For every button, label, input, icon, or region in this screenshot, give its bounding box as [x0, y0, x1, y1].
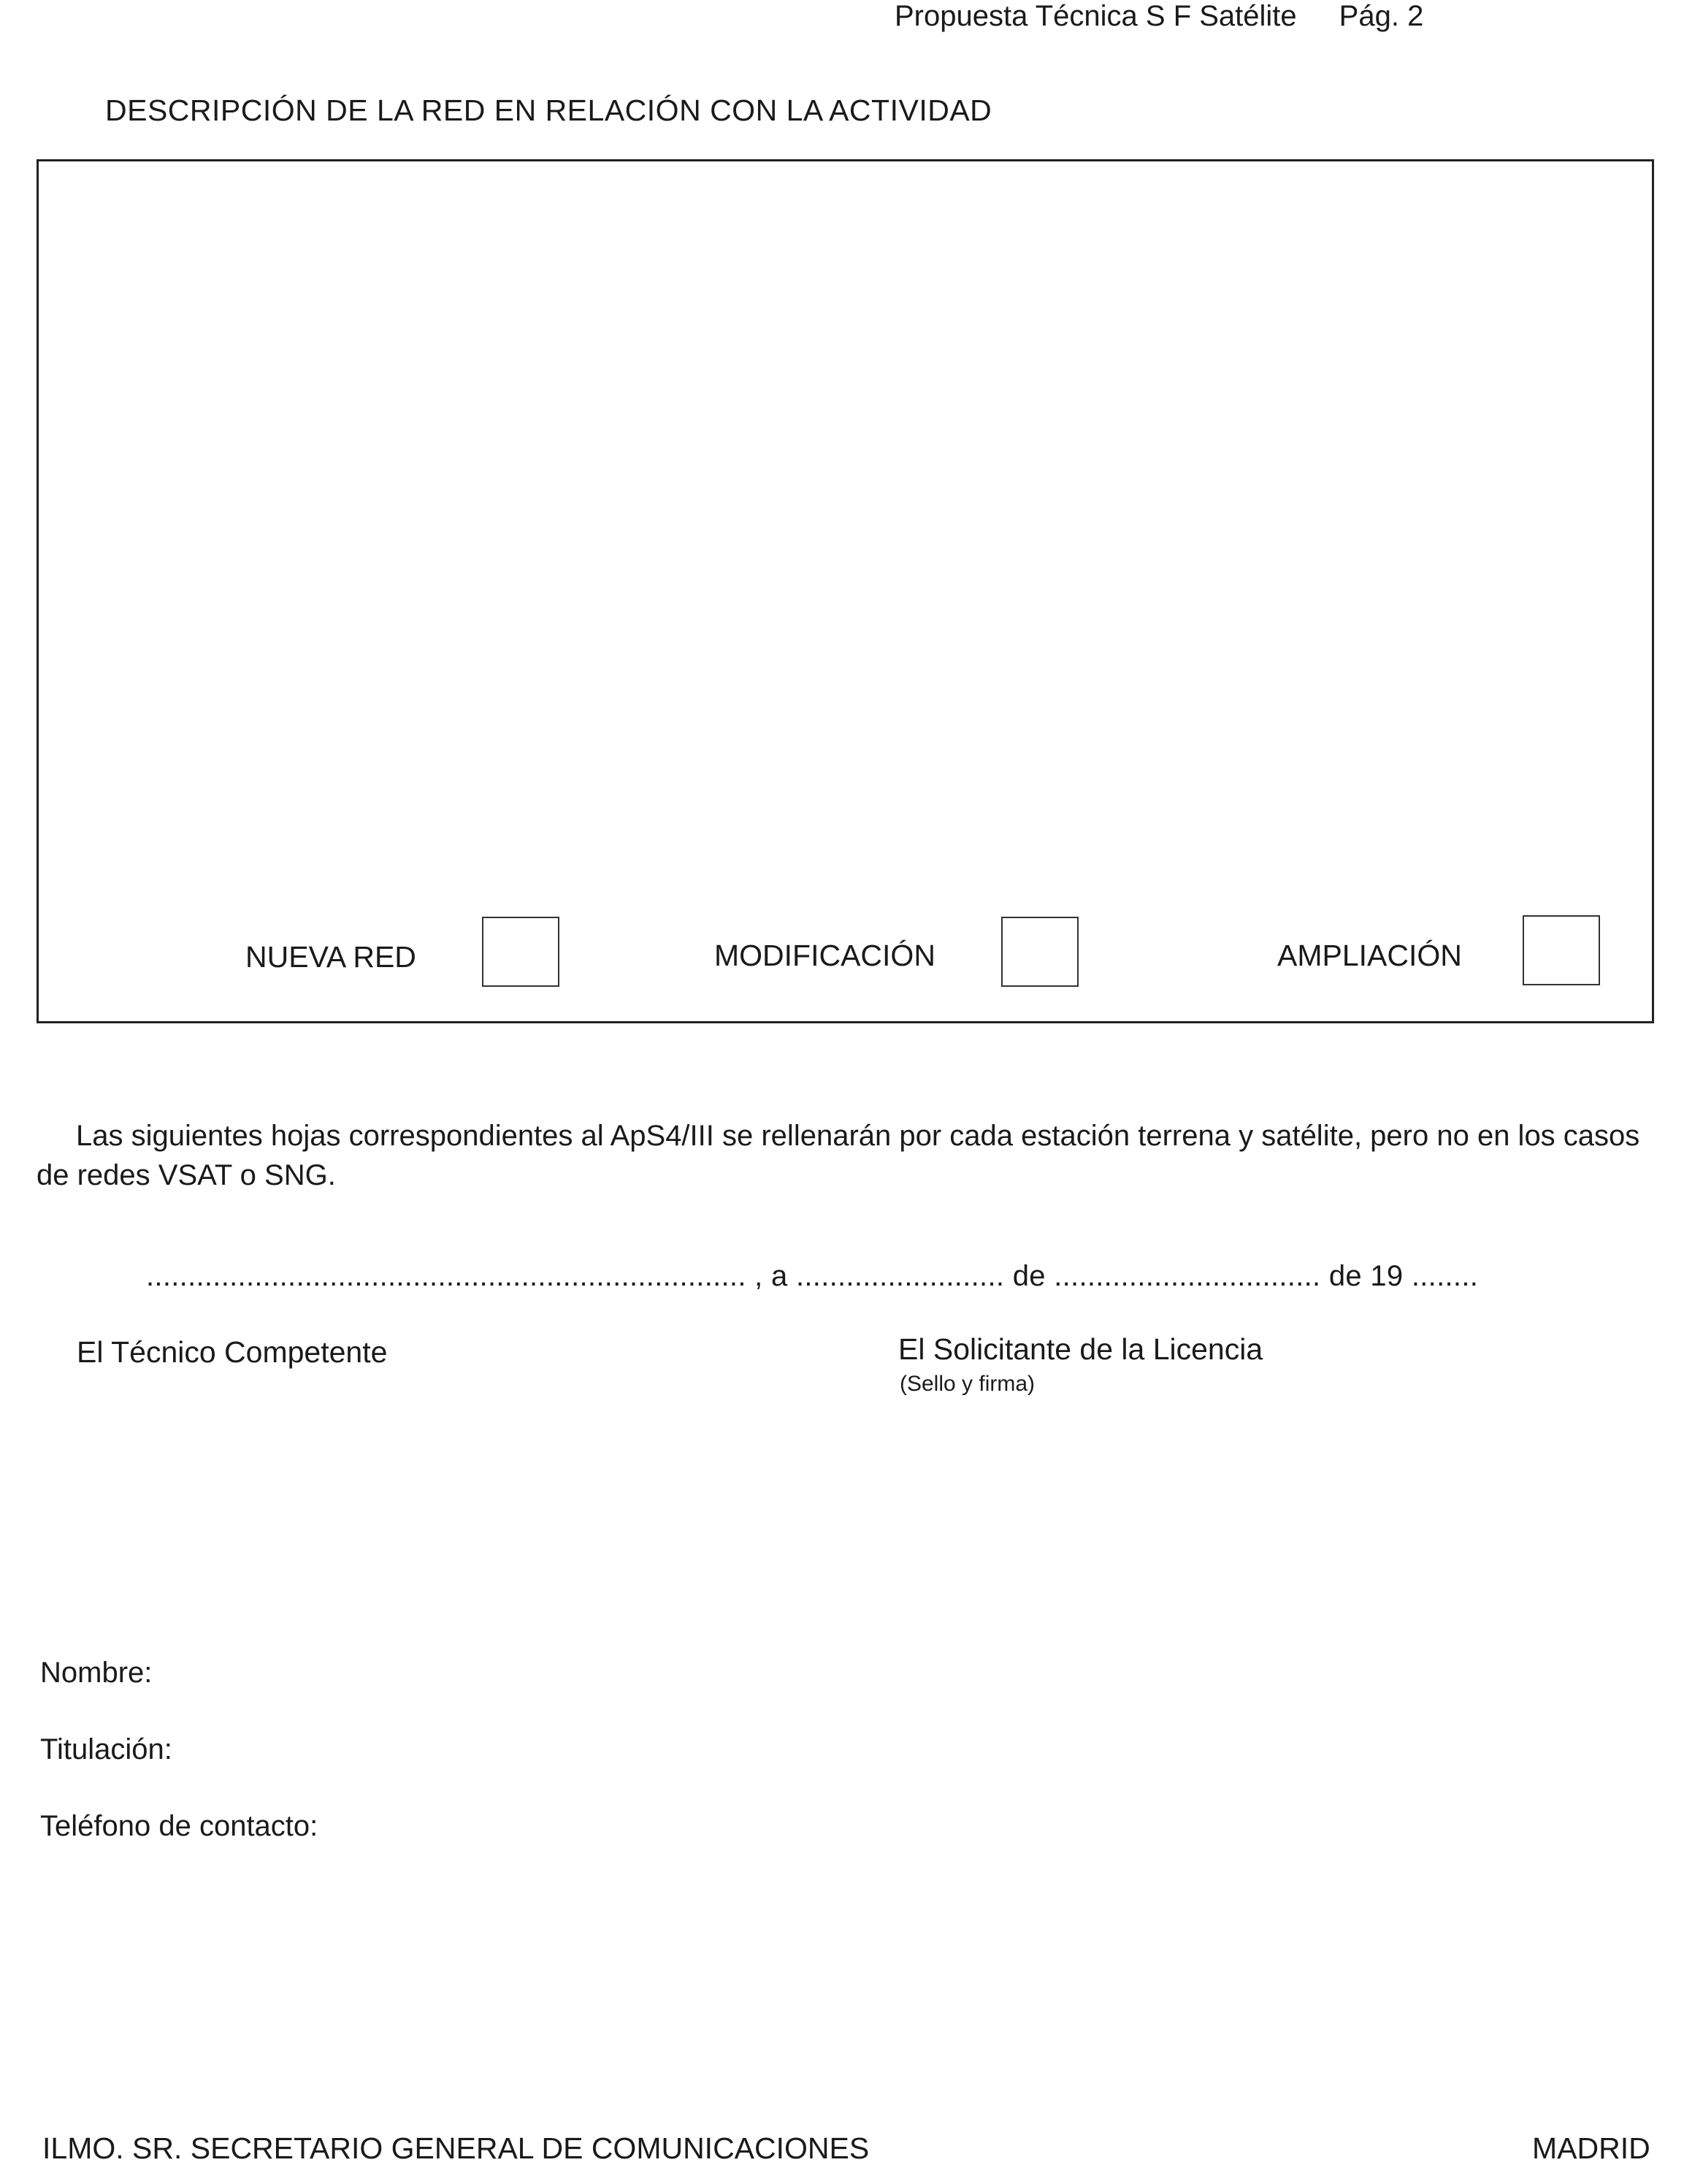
- network-description-box[interactable]: [37, 159, 1654, 1023]
- signature-applicant-label: El Solicitante de la Licencia: [898, 1332, 1263, 1366]
- footer-city: MADRID: [1532, 2131, 1650, 2165]
- field-nombre-label: Nombre:: [40, 1657, 153, 1689]
- option-label-nueva-red: NUEVA RED: [245, 940, 416, 974]
- page-header: [895, 0, 1423, 33]
- option-label-modificacion: MODIFICACIÓN: [714, 939, 935, 972]
- field-titulacion-label: Titulación:: [40, 1733, 172, 1765]
- checkbox-ampliacion[interactable]: [1523, 915, 1600, 985]
- seal-signature-note: (Sello y firma): [900, 1372, 1036, 1396]
- place-date-line[interactable]: ........................................................................ , a ......................... de ................................ de 19 ........: [146, 1260, 1479, 1292]
- option-label-ampliacion: AMPLIACIÓN: [1277, 939, 1462, 972]
- field-telefono-label: Teléfono de contacto:: [40, 1810, 318, 1842]
- footer-recipient: ILMO. SR. SECRETARIO GENERAL DE COMUNICACIONES: [42, 2131, 870, 2165]
- checkbox-modificacion[interactable]: [1001, 917, 1079, 987]
- signature-technician-label: El Técnico Competente: [77, 1335, 388, 1369]
- page-number: Pág. 2: [1339, 0, 1424, 32]
- section-title: DESCRIPCIÓN DE LA RED EN RELACIÓN CON LA ACTIVIDAD: [105, 93, 992, 127]
- instructions-paragraph: Las siguientes hojas correspondientes al ApS4/III se rellenarán por cada estación terrena y satélite, pero no en los casos de redes VSAT o SNG.: [37, 1120, 1640, 1191]
- document-title: Propuesta Técnica S F Satélite: [895, 0, 1297, 32]
- checkbox-nueva-red[interactable]: [482, 917, 559, 987]
